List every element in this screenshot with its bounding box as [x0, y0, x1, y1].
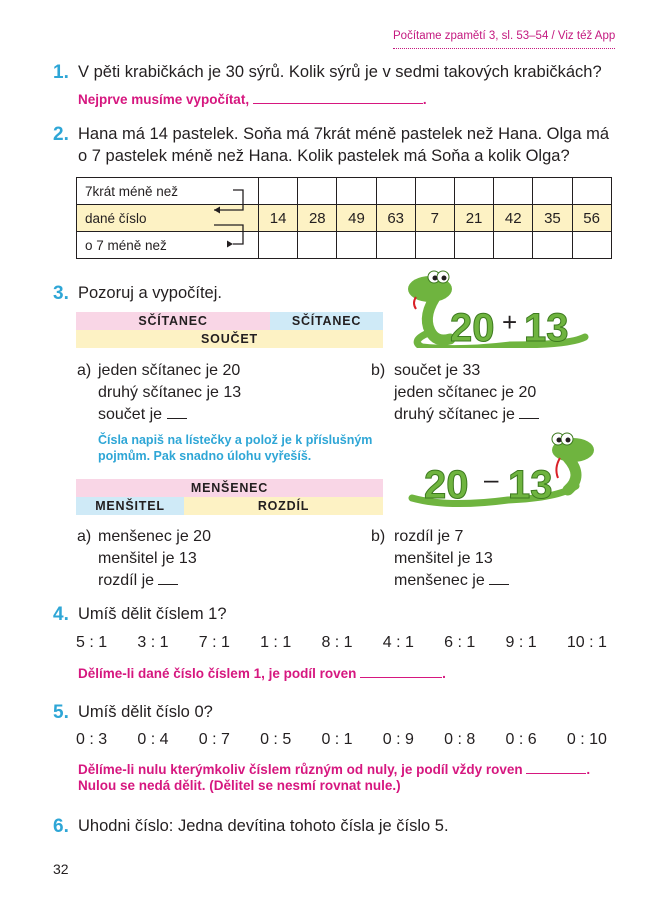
expression: 0 : 6: [505, 731, 537, 748]
task-3b-line3-text: druhý sčítanec je: [394, 406, 515, 423]
snake1-op: +: [502, 307, 518, 337]
task-5-answer-line[interactable]: [526, 760, 586, 774]
table-value: 7: [415, 205, 454, 232]
task-3b-line3: [394, 404, 539, 426]
task-4-hint-end: .: [442, 666, 446, 681]
snake1-right: 13: [524, 306, 569, 348]
task-5-hint-line2: Nulou se nedá dělit. (Dělitel se nesmí rovnat nule.): [78, 778, 401, 793]
task-4-answer-line[interactable]: [360, 664, 442, 678]
expression: 0 : 9: [382, 731, 414, 748]
task-5-number: 5.: [53, 702, 69, 723]
expression: 8 : 1: [321, 634, 353, 651]
addend-label-right: SČÍTANEC: [270, 312, 383, 330]
task-6-number: 6.: [53, 816, 69, 837]
table-cell-bottom[interactable]: [494, 232, 533, 259]
expression: 4 : 1: [382, 634, 414, 651]
table-cell-bottom[interactable]: [533, 232, 572, 259]
expression: 9 : 1: [505, 634, 537, 651]
task-5-question: Umíš dělit číslo 0?: [78, 703, 213, 721]
table-cell-top[interactable]: [494, 178, 533, 205]
expression: 0 : 5: [260, 731, 292, 748]
expression: 3 : 1: [137, 634, 169, 651]
expression: 7 : 1: [198, 634, 230, 651]
task-2-line2: o 7 pastelek méně než Hana. Kolik pastelek má Soňa a kolik Olga?: [78, 147, 570, 165]
table-value: 56: [572, 205, 611, 232]
task-3-number: 3.: [53, 283, 69, 304]
table-cell-top[interactable]: [259, 178, 298, 205]
table-arrows-icon: [200, 180, 252, 258]
task-3b-line1: součet je 33: [394, 362, 481, 379]
task-3c-line2: menšitel je 13: [98, 550, 197, 567]
task-3d-line2: menšitel je 13: [394, 550, 493, 567]
task-3-question: Pozoruj a vypočítej.: [78, 284, 222, 302]
table-cell-top[interactable]: [415, 178, 454, 205]
task-3d-line1: rozdíl je 7: [394, 528, 464, 545]
task-5-expressions: [76, 731, 607, 749]
expression: 0 : 4: [137, 731, 169, 748]
table-value: 42: [494, 205, 533, 232]
task-3a-line1: jeden sčítanec je 20: [98, 362, 241, 379]
expression: 6 : 1: [444, 634, 476, 651]
task-1-question: V pěti krabičkách je 30 sýrů. Kolik sýrů je v sedmi takových krabičkách?: [78, 63, 602, 81]
task-3b-answer-line[interactable]: [519, 406, 539, 419]
task-5-hint-text: Dělíme-li nulu kterýmkoliv číslem různým od nuly, je podíl vždy roven: [78, 762, 523, 777]
table-cell-top[interactable]: [572, 178, 611, 205]
expression: 0 : 1: [321, 731, 353, 748]
task-1-hint: [78, 90, 427, 107]
table-cell-top[interactable]: [376, 178, 415, 205]
task-2-line1: Hana má 14 pastelek. Soňa má 7krát méně pastelek než Hana. Olga má: [78, 125, 610, 143]
task-3a-label: a): [77, 362, 92, 379]
expression: 5 : 1: [76, 634, 108, 651]
task-2-number: 2.: [53, 124, 69, 145]
table-cell-top[interactable]: [337, 178, 376, 205]
task-6-question: Uhodni číslo: Jedna devítina tohoto čísla je číslo 5.: [78, 817, 449, 835]
task-3a-line2: druhý sčítanec je 13: [98, 384, 242, 401]
task-4-question: Umíš dělit číslem 1?: [78, 605, 227, 623]
task-3c-line3-text: rozdíl je: [98, 572, 155, 589]
subtrahend-label: MENŠITEL: [76, 497, 184, 515]
table-cell-bottom[interactable]: [337, 232, 376, 259]
task-3b-line2: jeden sčítanec je 20: [394, 384, 537, 401]
task-3c-label: a): [77, 528, 92, 545]
table-value: 63: [376, 205, 415, 232]
expression: 1 : 1: [260, 634, 292, 651]
page-number: 32: [53, 861, 69, 877]
task-5-hint-line1: [78, 760, 590, 777]
task-5-hint-end: .: [586, 762, 591, 777]
task-1-hint-end: .: [422, 92, 427, 107]
pencil-table: [76, 177, 612, 259]
table-cell-bottom[interactable]: [572, 232, 611, 259]
task-4-hint: [78, 664, 446, 681]
table-cell-bottom[interactable]: [298, 232, 337, 259]
expression: 0 : 10: [566, 731, 607, 748]
row-label-bottom: o 7 méně než: [77, 232, 259, 259]
task-3-tip-line2: pojmům. Pak snadno úlohu vyřešíš.: [98, 449, 312, 463]
task-4-hint-text: Dělíme-li dané číslo číslem 1, je podíl roven: [78, 666, 357, 681]
row-label-top: 7krát méně než: [77, 178, 259, 205]
expression: 10 : 1: [566, 634, 607, 651]
sum-label: SOUČET: [76, 330, 383, 348]
snake-plus-icon: [400, 263, 595, 348]
table-cell-top[interactable]: [533, 178, 572, 205]
task-3d-line3-text: menšenec je: [394, 572, 485, 589]
header-divider: [393, 48, 615, 49]
difference-label: ROZDÍL: [184, 497, 383, 515]
table-value: 28: [298, 205, 337, 232]
snake2-right: 13: [508, 463, 553, 507]
task-3c-line3: [98, 570, 178, 592]
row-label-mid: dané číslo: [77, 205, 259, 232]
task-3d-line3: [394, 570, 509, 592]
task-4-number: 4.: [53, 604, 69, 625]
task-3a-line3-text: součet je: [98, 406, 163, 423]
table-value: 35: [533, 205, 572, 232]
table-cell-top[interactable]: [454, 178, 493, 205]
expression: 0 : 7: [198, 731, 230, 748]
table-cell-bottom[interactable]: [415, 232, 454, 259]
task-3b-label: b): [371, 362, 386, 379]
table-cell-bottom[interactable]: [259, 232, 298, 259]
snake2-op: –: [484, 464, 499, 494]
source-reference: Počítame zpamětí 3, sl. 53–54 / Viz též App: [393, 30, 616, 42]
task-3c-answer-line[interactable]: [158, 572, 178, 585]
task-3a-answer-line[interactable]: [167, 406, 187, 419]
addend-label-left: SČÍTANEC: [76, 312, 270, 330]
task-3c-line1: menšenec je 20: [98, 528, 211, 545]
table-value: 14: [259, 205, 298, 232]
table-value: 21: [454, 205, 493, 232]
task-3-tip-line1: Čísla napiš na lístečky a polož je k příslušným: [98, 433, 373, 447]
task-1-hint-text: Nejprve musíme vypočítat,: [78, 92, 250, 107]
expression: 0 : 3: [76, 731, 108, 748]
table-cell-bottom[interactable]: [454, 232, 493, 259]
table-cell-bottom[interactable]: [376, 232, 415, 259]
expression: 0 : 8: [444, 731, 476, 748]
table-value: 49: [337, 205, 376, 232]
minuend-label: MENŠENEC: [76, 479, 383, 497]
snake2-left: 20: [424, 463, 469, 507]
task-1-answer-line[interactable]: [253, 90, 423, 104]
task-3a-line3: [98, 404, 187, 426]
snake-minus-icon: [408, 428, 598, 508]
task-1-number: 1.: [53, 62, 69, 83]
task-3d-answer-line[interactable]: [489, 572, 509, 585]
task-4-expressions: [76, 634, 607, 652]
table-cell-top[interactable]: [298, 178, 337, 205]
snake1-left: 20: [450, 306, 495, 348]
task-3d-label: b): [371, 528, 386, 545]
